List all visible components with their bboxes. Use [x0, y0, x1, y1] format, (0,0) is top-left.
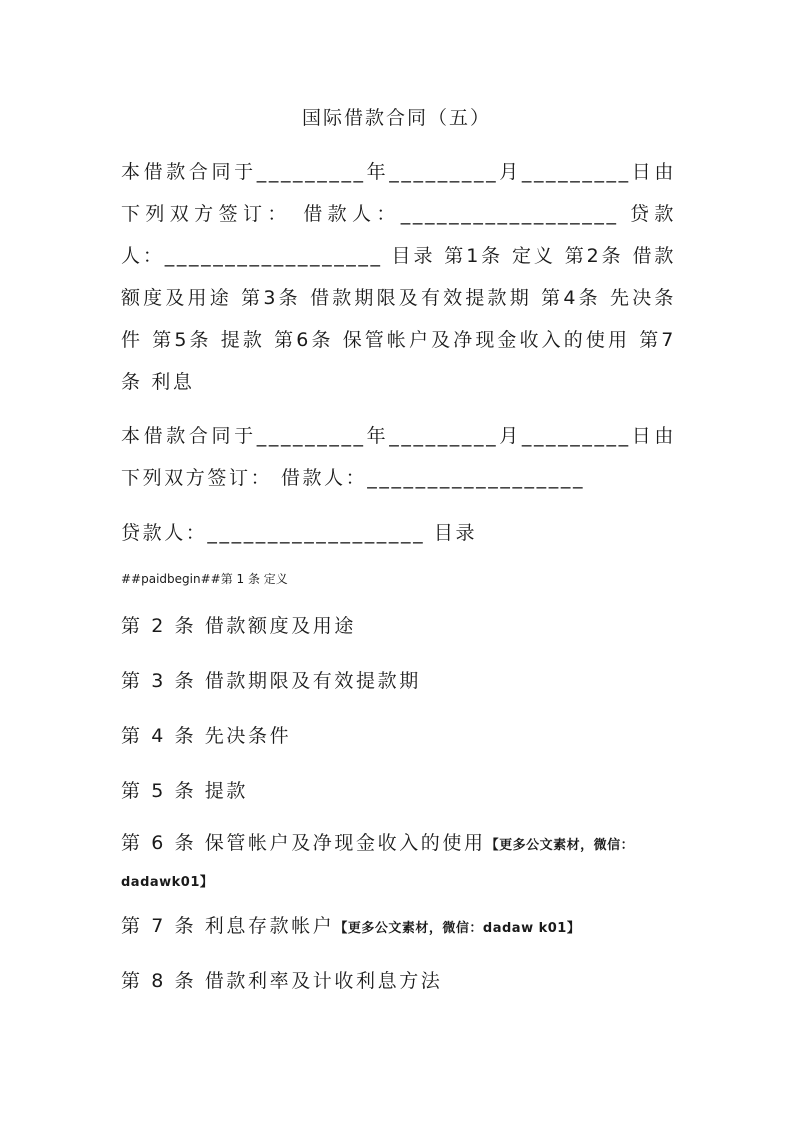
toc-item-7-text: 第 7 条 利息存款帐户 — [121, 915, 335, 937]
intro-paragraph: 本借款合同于_________年_________月_________日由下列双方签订： 借款人：__________________ 贷款人：__________________ 目录 第1条 定义 第2条 借款额度及用途 第3条 借款期限及有效提款期 第4条 先决条件 第5条 提款 第6条 保管帐户及净现金收入的使用 第7条 利息 — [121, 161, 676, 393]
promo-note: 【更多公文素材，微信：dadawk01】 — [121, 838, 635, 890]
paid-marker-line: ##paidbegin##第 1 条 定义 — [121, 572, 288, 586]
toc-item-8: 第 8 条 借款利率及计收利息方法 — [121, 970, 443, 992]
toc-item-4: 第 4 条 先决条件 — [121, 725, 292, 747]
toc-item-6 — [121, 826, 676, 900]
toc-item-6-text: 第 6 条 保管帐户及净现金收入的使用 — [121, 832, 486, 854]
document-title: 国际借款合同（五） — [301, 107, 491, 129]
lender-line: 贷款人：__________________ 目录 — [121, 522, 478, 544]
toc-item-2: 第 2 条 借款额度及用途 — [121, 615, 357, 637]
promo-note-2: 【更多公文素材，微信：dadaw k01】 — [334, 921, 581, 936]
toc-item-5: 第 5 条 提款 — [121, 780, 249, 802]
toc-item-7 — [121, 911, 580, 938]
toc-item-3: 第 3 条 借款期限及有效提款期 — [121, 670, 421, 692]
intro-paragraph-repeat: 本借款合同于_________年_________月_________日由下列双方签订： 借款人：__________________ — [121, 425, 676, 489]
